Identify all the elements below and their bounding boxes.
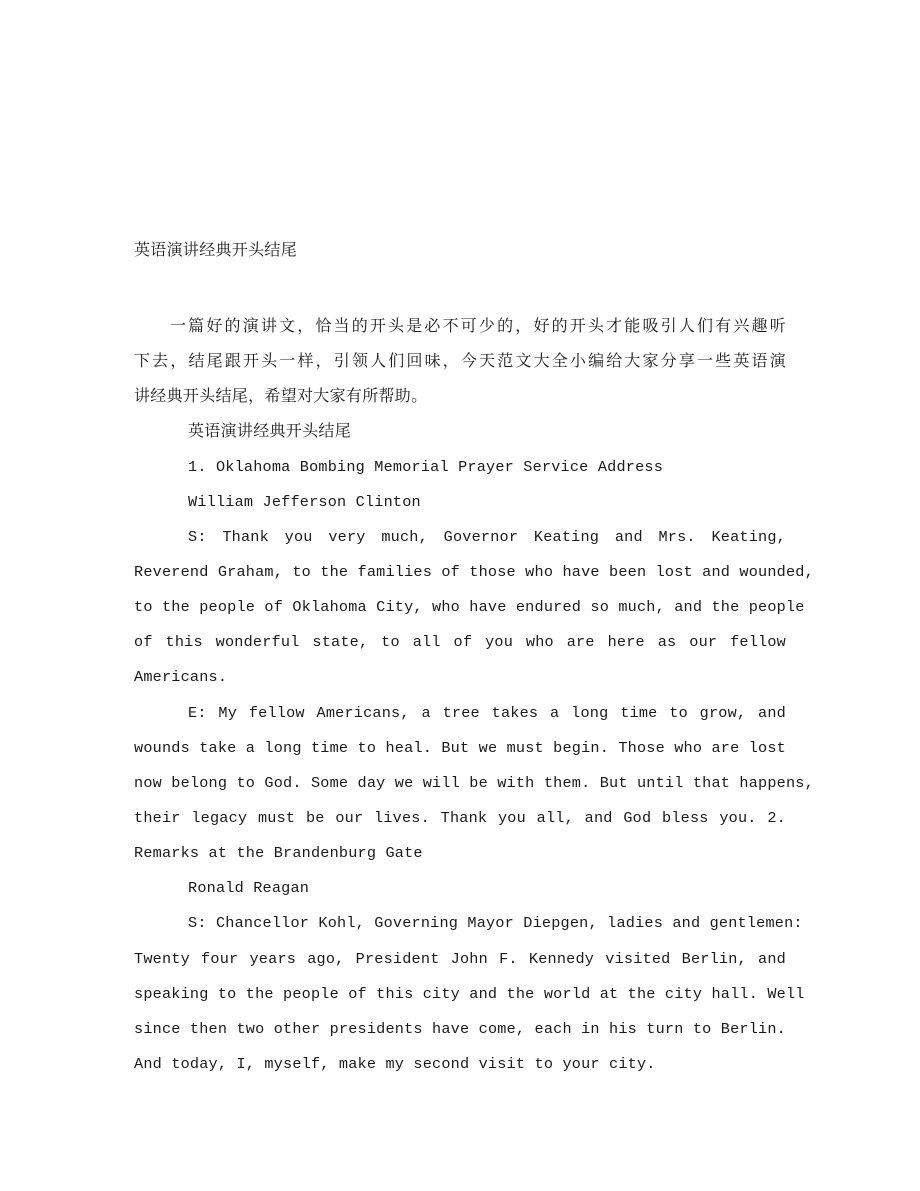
speech-end-line: E: My fellow Americans, a tree takes a long time to grow, and <box>188 704 786 722</box>
speech-start-line: speaking to the people of this city and the world at the city hall. Well <box>134 985 805 1003</box>
intro-line: 下去，结尾跟开头一样，引领人们回味，今天范文大全小编给大家分享一些英语演 <box>134 351 786 370</box>
speech-end-line: now belong to God. Some day we will be with them. But until that happens, <box>134 774 814 792</box>
speech-start-line: to the people of Oklahoma City, who have endured so much, and the people <box>134 598 805 616</box>
speaker-name: William Jefferson Clinton <box>188 493 421 511</box>
speech-heading: 1. Oklahoma Bombing Memorial Prayer Service Address <box>188 458 664 476</box>
intro-line: 一篇好的演讲文，恰当的开头是必不可少的，好的开头才能吸引人们有兴趣听 <box>170 316 786 335</box>
speech-start-line: Reverend Graham, to the families of those who have been lost and wounded, <box>134 563 814 581</box>
speech-end-line: Remarks at the Brandenburg Gate <box>134 844 423 862</box>
speech-start-line: Americans. <box>134 668 228 686</box>
speech-start-line: S: Thank you very much, Governor Keating and Mrs. Keating, <box>188 528 786 546</box>
speech-start-line: S: Chancellor Kohl, Governing Mayor Diepgen, ladies and gentlemen: <box>188 914 803 932</box>
speech-start-line: Twenty four years ago, President John F. Kennedy visited Berlin, and <box>134 950 786 968</box>
speaker-name: Ronald Reagan <box>188 879 310 897</box>
intro-line: 讲经典开头结尾，希望对大家有所帮助。 <box>134 386 428 405</box>
speech-start-line: And today, I, myself, make my second visit to your city. <box>134 1055 656 1073</box>
speech-end-line: wounds take a long time to heal. But we must begin. Those who are lost <box>134 739 786 757</box>
speech-end-line: their legacy must be our lives. Thank you all, and God bless you. 2. <box>134 809 786 827</box>
section-subtitle: 英语演讲经典开头结尾 <box>188 421 352 440</box>
speech-start-line: of this wonderful state, to all of you who are here as our fellow <box>134 633 786 651</box>
document-title: 英语演讲经典开头结尾 <box>134 240 298 259</box>
speech-start-line: since then two other presidents have come, each in his turn to Berlin. <box>134 1020 786 1038</box>
